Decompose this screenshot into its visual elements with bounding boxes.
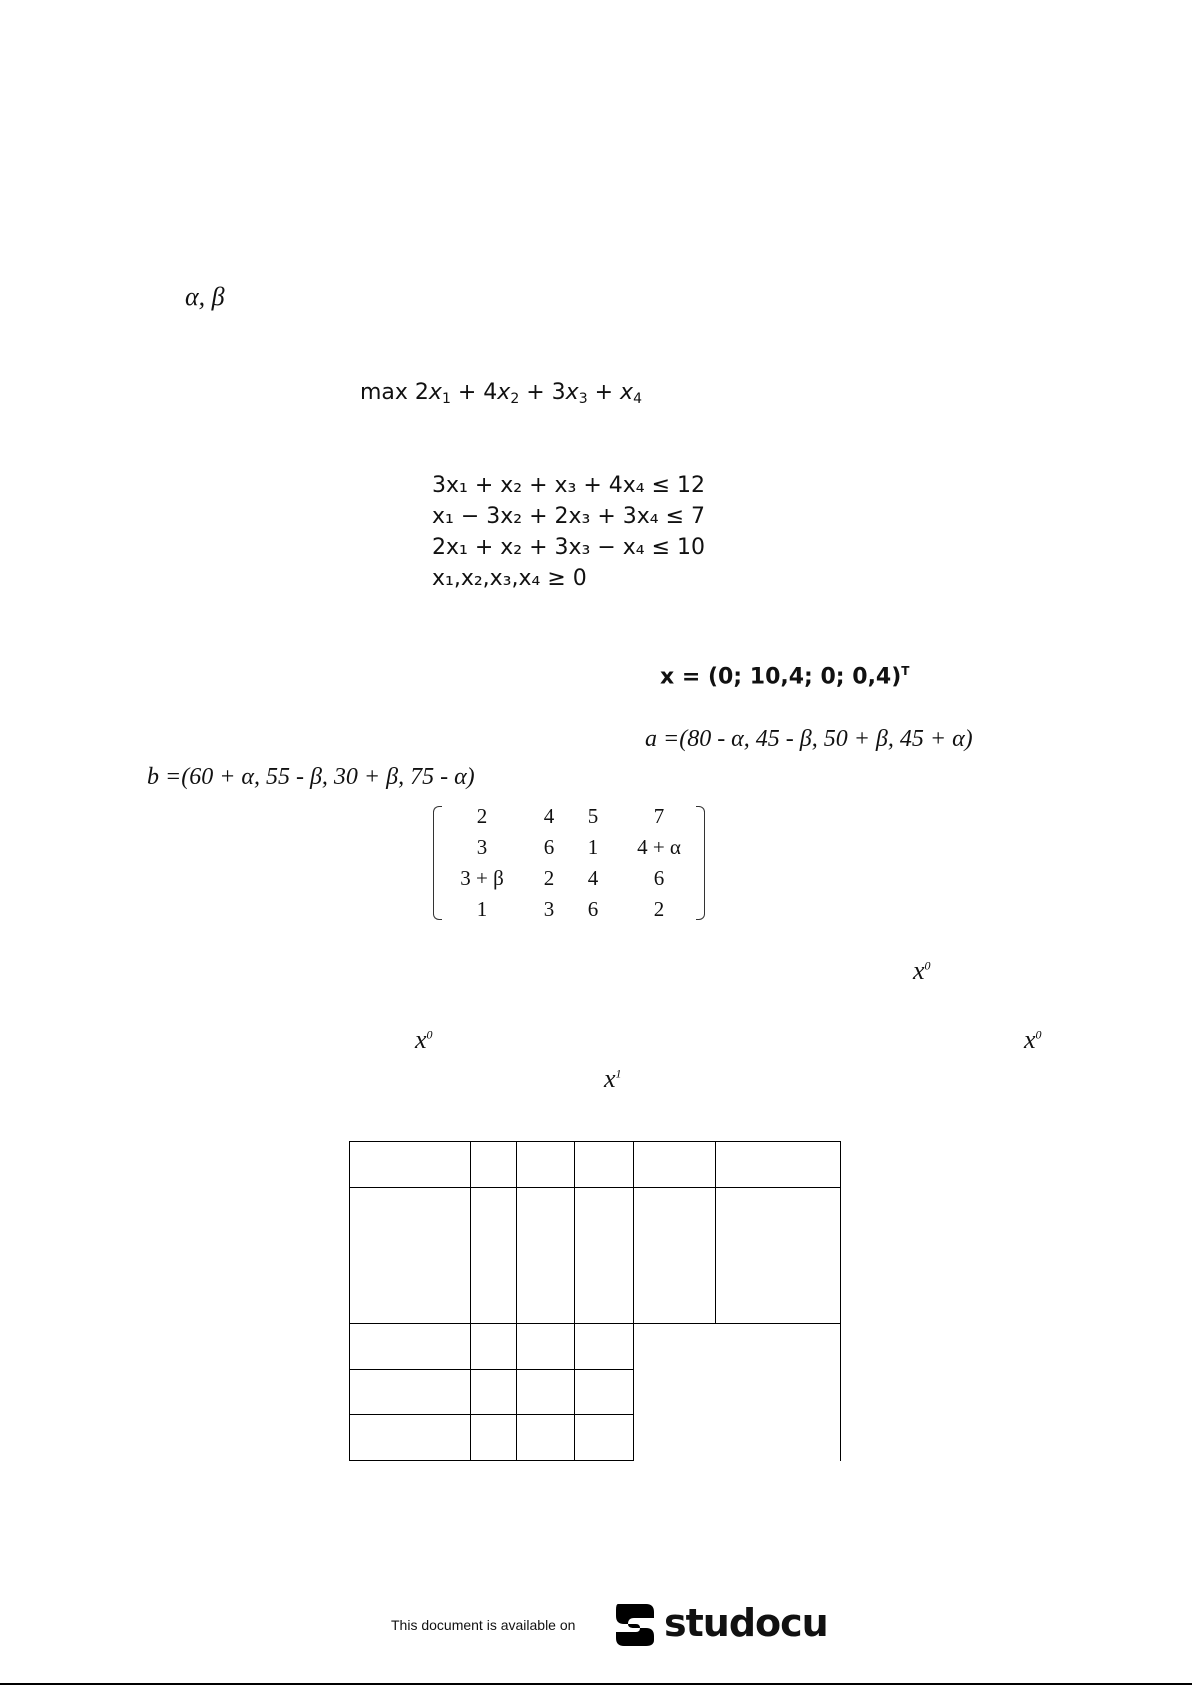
table-rule xyxy=(470,1141,471,1461)
matrix-cell: 4 xyxy=(587,866,599,890)
table-rule xyxy=(349,1141,350,1461)
matrix-cell: 6 xyxy=(543,835,555,859)
matrix-cell: 4 xyxy=(543,804,555,828)
matrix-cell: 6 xyxy=(587,897,599,921)
studocu-brand[interactable]: studocu xyxy=(664,1601,828,1645)
table-rule xyxy=(349,1141,841,1142)
matrix-cell: 3 xyxy=(476,835,488,859)
demand-vector-b: b =(60 + α, 55 - β, 30 + β, 75 - α) xyxy=(147,764,475,790)
x0-symbol: $x^0$ xyxy=(415,1025,433,1054)
matrix-cell: 1 xyxy=(587,835,599,859)
matrix-left-bracket xyxy=(433,806,442,920)
matrix-cell: 5 xyxy=(587,804,599,828)
matrix-cell: 2 xyxy=(543,866,555,890)
matrix-cell: 2 xyxy=(476,804,488,828)
table-rule xyxy=(349,1369,634,1370)
cost-matrix xyxy=(433,802,705,920)
table-rule xyxy=(715,1141,716,1324)
table-rule xyxy=(516,1141,517,1461)
constraint-2: x₁ − 3x₂ + 2x₃ + 3x₄ ≤ 7 xyxy=(432,504,706,529)
table-rule xyxy=(349,1323,841,1324)
matrix-cell: 3 + β xyxy=(460,866,504,890)
constraint-3: 2x₁ + x₂ + 3x₃ − x₄ ≤ 10 xyxy=(432,535,706,560)
constraint-system xyxy=(432,470,705,594)
footer-availability-text: This document is available on xyxy=(391,1617,576,1633)
table-rule xyxy=(633,1141,634,1461)
table-rule xyxy=(349,1414,634,1415)
table-rule xyxy=(349,1460,634,1461)
matrix-cell: 4 + α xyxy=(637,835,681,859)
supply-vector-a: a =(80 - α, 45 - β, 50 + β, 45 + α) xyxy=(645,726,973,752)
parameters-alpha-beta: α, β xyxy=(185,282,225,311)
x0-symbol: $x^0$ xyxy=(913,956,931,985)
x1-symbol: $x^1$ xyxy=(604,1064,622,1093)
matrix-cell: 7 xyxy=(653,804,665,828)
table-rule xyxy=(349,1187,841,1188)
matrix-cell: 1 xyxy=(476,897,488,921)
table-rule xyxy=(574,1141,575,1461)
x0-symbol: $x^0$ xyxy=(1024,1025,1042,1054)
constraint-1: 3x₁ + x₂ + x₃ + 4x₄ ≤ 12 xyxy=(432,473,706,498)
matrix-cell: 2 xyxy=(653,897,665,921)
solution-vector: x = (0; 10,4; 0; 0,4)$^T$ xyxy=(660,664,910,690)
objective-function: $\max 2x_1 + 4x_2 + 3x_3 + x_4$ xyxy=(360,380,642,407)
studocu-logo-icon xyxy=(610,1600,658,1648)
matrix-cell: 6 xyxy=(653,866,665,890)
nonnegativity-constraint: x₁,x₂,x₃,x₄ ≥ 0 xyxy=(432,566,587,591)
table-rule xyxy=(840,1141,841,1461)
matrix-cell: 3 xyxy=(543,897,555,921)
